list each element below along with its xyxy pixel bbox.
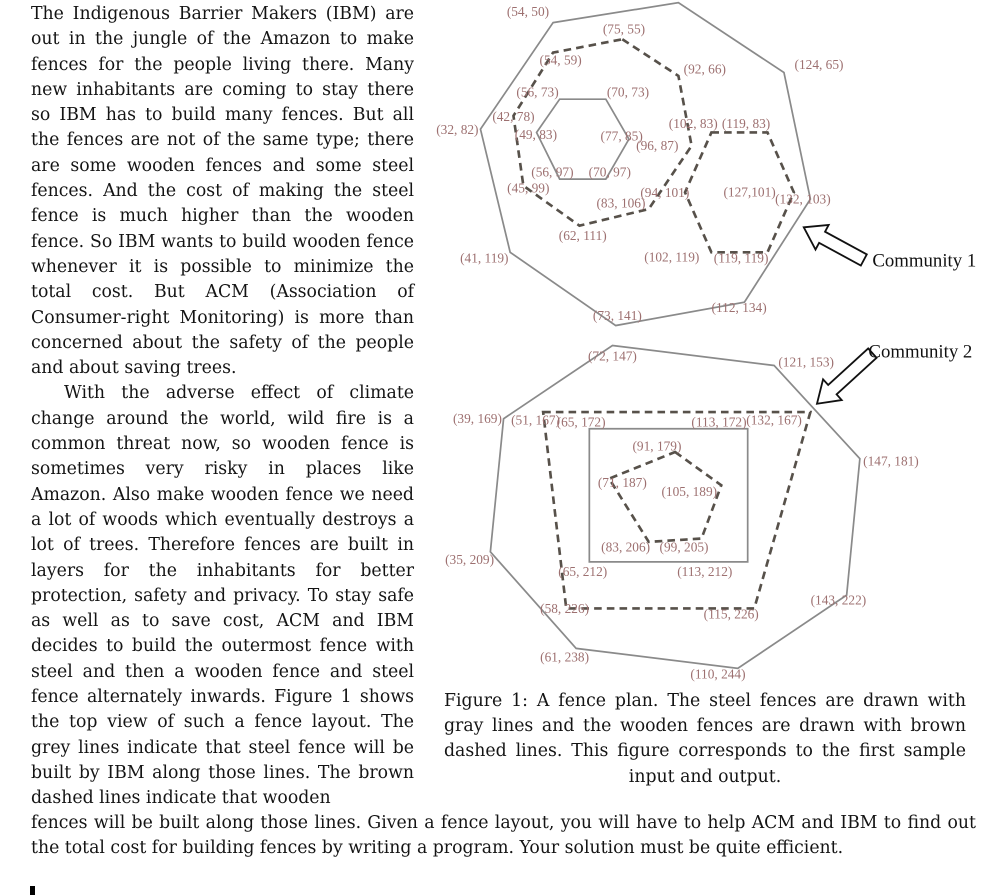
vertex-coordinate-label: (65, 172): [556, 414, 606, 430]
vertex-coordinate-label: (121, 153): [778, 354, 834, 370]
community1-steel-outer-fence: [480, 3, 810, 326]
figure-1: [430, 0, 1006, 690]
vertex-coordinate-label: (75, 55): [602, 21, 646, 37]
vertex-coordinate-label: (119, 119): [713, 250, 769, 266]
vertex-coordinate-label: (115, 226): [703, 606, 759, 622]
vertex-coordinate-label: (42, 78): [492, 109, 535, 125]
community-label: Community 2: [868, 341, 973, 363]
vertex-coordinate-label: (113, 212): [677, 563, 733, 579]
vertex-coordinate-label: (132, 167): [746, 412, 802, 428]
cut-off-letter-fragment: [30, 886, 35, 895]
vertex-coordinate-label: (54, 50): [506, 3, 550, 19]
vertex-coordinate-label: (65, 212): [558, 563, 608, 579]
vertex-coordinate-label: (32, 82): [436, 121, 479, 137]
vertex-coordinate-label: (96, 87): [636, 138, 679, 154]
vertex-coordinate-label: (105, 189): [661, 483, 718, 499]
vertex-coordinate-label: (73, 141): [592, 307, 642, 323]
vertex-coordinate-label: (35, 209): [445, 551, 495, 567]
vertex-coordinate-label: (83, 206): [601, 539, 651, 555]
vertex-coordinate-label: (110, 244): [690, 666, 746, 682]
vertex-coordinate-label: (147, 181): [863, 453, 919, 469]
vertex-coordinate-label: (143, 222): [810, 592, 867, 608]
vertex-coordinate-label: (45, 99): [507, 180, 550, 196]
vertex-coordinate-label: (91, 179): [632, 438, 682, 454]
vertex-coordinate-label: (61, 238): [540, 649, 590, 665]
fence-plan-diagram: [430, 0, 1006, 690]
vertex-coordinate-label: (94, 101): [640, 184, 690, 201]
vertex-coordinate-label: (119, 83): [721, 115, 771, 131]
vertex-coordinate-label: (49, 83): [514, 127, 558, 143]
vertex-coordinate-label: (92, 66): [683, 61, 726, 77]
vertex-coordinate-label: (71, 187): [597, 474, 647, 490]
left-text-column: [31, 2, 414, 812]
vertex-coordinate-label: (77, 85): [600, 128, 643, 144]
vertex-coordinate-label: (56, 73): [516, 84, 559, 100]
vertex-coordinate-label: (70, 73): [606, 84, 650, 100]
vertex-coordinate-label: (124, 65): [794, 57, 844, 73]
vertex-coordinate-label: (62, 111): [558, 227, 607, 243]
community2-steel-outer-fence: [490, 345, 859, 668]
vertex-coordinate-label: (58, 226): [540, 601, 590, 617]
vertex-coordinate-label: (72, 147): [587, 348, 637, 364]
vertex-coordinate-label: (41, 119): [460, 250, 509, 266]
vertex-coordinate-label: (102, 83): [668, 115, 718, 131]
vertex-coordinate-label: (102, 119): [644, 249, 700, 265]
vertex-coordinate-label: (112, 134): [711, 300, 767, 316]
vertex-coordinate-label: (51, 167): [511, 412, 561, 428]
vertex-coordinate-label: (127,101): [723, 184, 776, 200]
vertex-coordinate-label: (39, 169): [452, 411, 502, 427]
figure-caption: Figure 1: A fence plan. The steel fences are drawn with gray lines and the wooden fences are drawn with brown dashed lines. This figure corresponds to the first sample input and output.: [444, 691, 966, 787]
paragraph-layers: With the adverse effect of climate change around the world, wild fire is a common threat now, so wooden fence is sometimes very risky in places like Amazon. Also make wooden fence we need a lot of woods which eventually destroys a lot of trees. Therefore fences are built in layers for the inhabitants for better protection, safety and privacy. To stay safe as well as to save cost, ACM and IBM decides to build the outermost fence with steel and then a wooden fence and steel fence alternately inwards. Figure 1 shows the top view of such a fence layout. The grey lines indicate that steel fence will be built by IBM along those lines. The brown dashed lines indicate that wooden: [31, 383, 414, 809]
community-label: Community 1: [872, 250, 977, 272]
vertex-coordinate-label: (99, 205): [659, 539, 709, 555]
vertex-coordinate-label: (132, 103): [775, 191, 831, 207]
vertex-coordinate-label: (70, 97): [588, 164, 631, 180]
community-pointer-arrow: [804, 225, 867, 266]
paragraph-intro: The Indigenous Barrier Makers (IBM) are out in the jungle of the Amazon to make fences for the people living there. Many new inhabitants are coming to stay there so IBM has to build many fences. But all the fences are not of the same type; there are some wooden fences and some steel fences. And the cost of making the steel fence is much higher than the wooden fence. So IBM wants to build wooden fence whenever it is possible to minimize the total cost. But ACM (Association of Consumer-right Monitoring) is more than concerned about the safety of the people and about saving trees.: [31, 4, 414, 379]
vertex-coordinate-label: (56, 97): [531, 164, 574, 180]
paragraph-continuation: fences will be built along those lines. Given a fence layout, you will have to help ACM and IBM to find out the total cost for building fences by writing a program. Your solution must be quite efficient.: [31, 813, 976, 859]
vertex-coordinate-label: (83, 106): [596, 195, 646, 211]
vertex-coordinate-label: (113, 172): [691, 414, 747, 430]
vertex-coordinate-label: (54, 59): [539, 52, 582, 68]
